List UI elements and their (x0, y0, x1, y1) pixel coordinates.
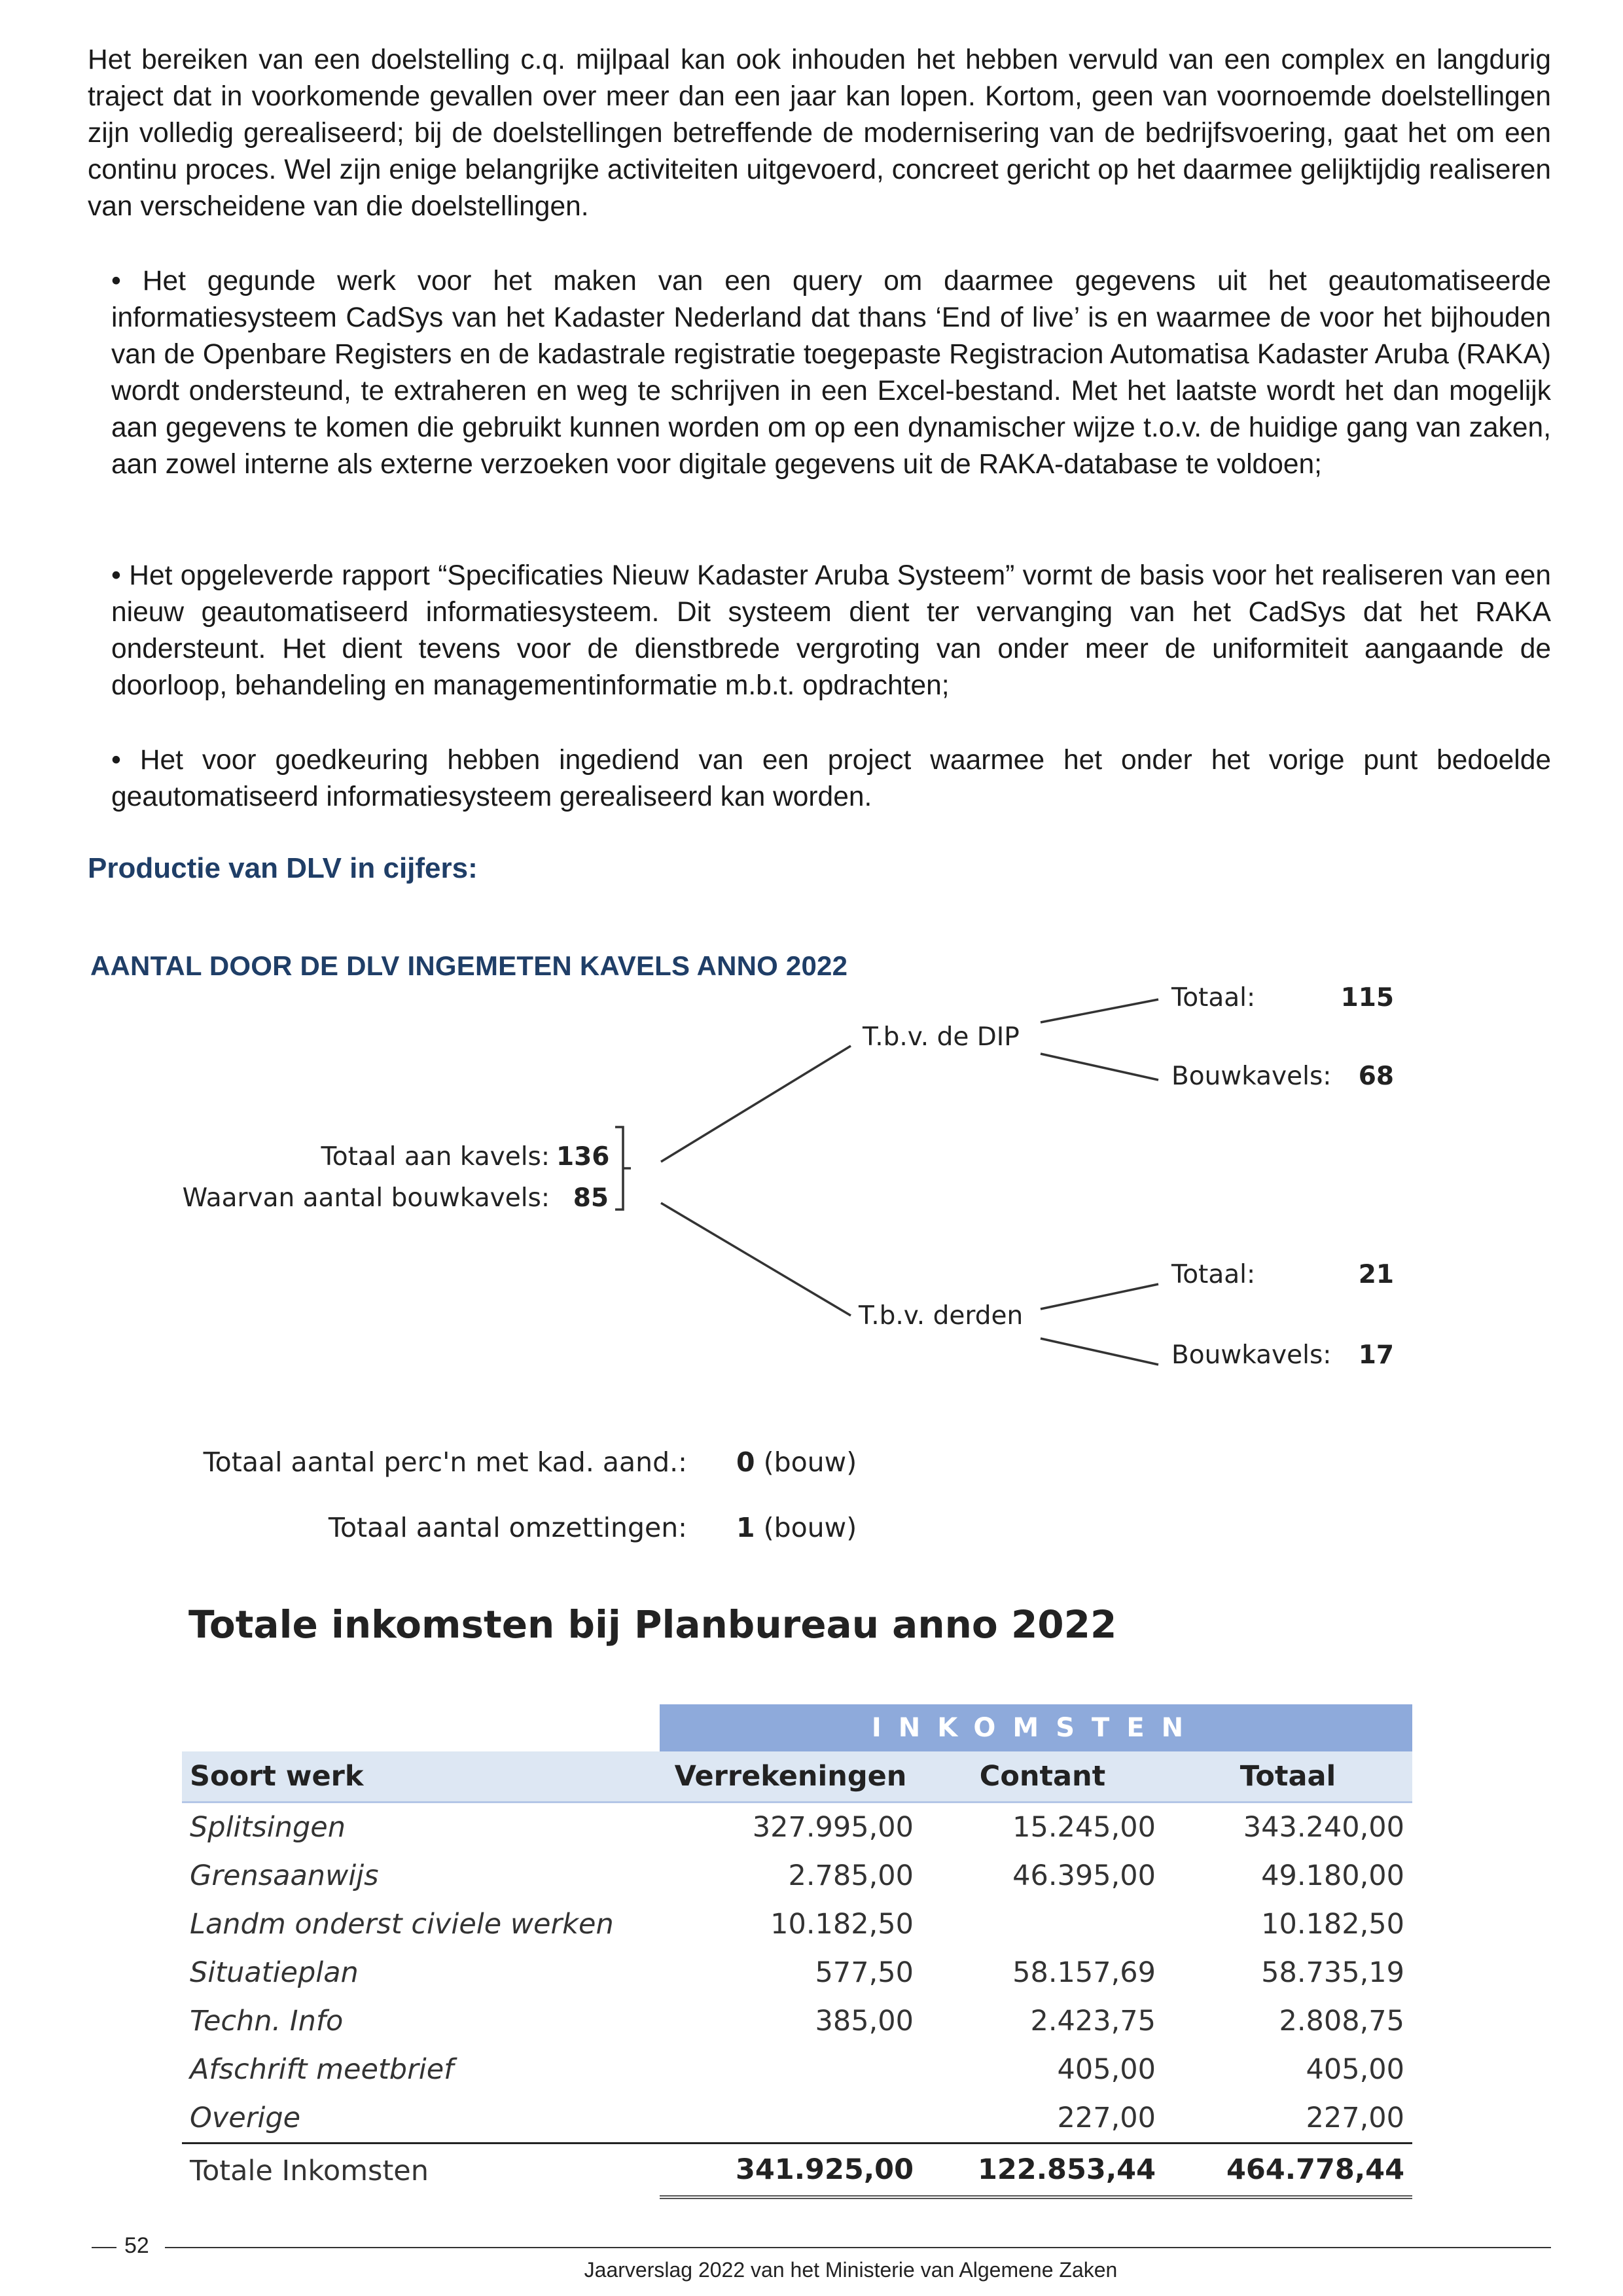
cell-work-type: Splitsingen (190, 1811, 346, 1844)
income-total-row (182, 2144, 1412, 2198)
band-spacer (182, 1704, 660, 1751)
total-cash: 122.853,44 (921, 2144, 1164, 2198)
income-band-label: INKOMSTEN (660, 1704, 1412, 1751)
total-parcels-value: 136 (556, 1142, 610, 1172)
parcels-count: 0 (736, 1446, 755, 1478)
cell-settlements (660, 2045, 921, 2094)
cell-total: 227,00 (1306, 2102, 1404, 2134)
diagram-title: AANTAL DOOR DE DLV INGEMETEN KAVELS ANNO 2022 (90, 950, 848, 981)
cell-settlements: 10.182,50 (770, 1908, 914, 1941)
cell-settlements: 577,50 (815, 1956, 914, 1989)
income-band-row (182, 1704, 1412, 1751)
cell-cash (921, 1900, 1164, 1948)
third-label: T.b.v. derden (859, 1301, 1024, 1331)
bullet-project-submission: • Het voor goedkeuring hebben ingediend van een project waarmee het onder het vorige punt bedoelde geautomatiseerd informatiesysteem gerealiseerd kan worden. (111, 745, 1551, 812)
cell-total: 49.180,00 (1261, 1859, 1404, 1892)
parcels-summary-label: Totaal aantal perc'n met kad. aand.: (203, 1446, 687, 1478)
parcels-unit: (bouw) (763, 1446, 857, 1478)
income-table (182, 1704, 1412, 2199)
table-row (182, 1852, 1412, 1900)
header-total: Totaal (1164, 1751, 1412, 1803)
conversions-unit: (bouw) (763, 1512, 857, 1543)
third-total-label: Totaal: (1171, 1260, 1256, 1289)
cell-cash: 405,00 (1057, 2053, 1156, 2086)
conversions-count: 1 (736, 1512, 755, 1543)
section-heading: Productie van DLV in cijfers: (88, 852, 478, 884)
table-row (182, 1997, 1412, 2045)
income-header-row (182, 1751, 1412, 1803)
cell-cash: 227,00 (1057, 2102, 1156, 2134)
third-to-total (1041, 1284, 1158, 1309)
cell-total: 343.240,00 (1243, 1811, 1404, 1844)
conversions-summary-label: Totaal aantal omzettingen: (328, 1512, 687, 1543)
cell-cash: 46.395,00 (1012, 1859, 1156, 1892)
dip-building-value: 68 (1358, 1062, 1394, 1091)
cell-settlements: 327.995,00 (752, 1811, 914, 1844)
cell-settlements: 385,00 (815, 2005, 914, 2037)
cell-work-type: Landm onderst civiele werken (190, 1908, 614, 1941)
building-parcels-value: 85 (573, 1183, 609, 1213)
cell-cash: 15.245,00 (1012, 1811, 1156, 1844)
dip-total-label: Totaal: (1171, 983, 1256, 1013)
conversions-summary-value (736, 1512, 857, 1543)
cell-settlements (660, 2094, 921, 2144)
cell-settlements: 2.785,00 (788, 1859, 914, 1892)
branch-to-dip (661, 1046, 851, 1162)
total-settlements: 341.925,00 (660, 2144, 921, 2198)
bullet-query-work: • Het gegunde werk voor het maken van een query om daarmee gegevens uit het geautomatiseerde informatiesysteem CadSys van het Kadaster Nederland dat thans ‘End of live’ is en waarmee de voor het bijhouden van de Openbare Registers en de kadastrale registratie toegepaste Registracion Automatisa Kadaster Aruba (RAKA) wordt ondersteund, te extraheren en weg te schrijven in een Excel-bestand. Met het laatste wordt het dan mogelijk aan gegevens te komen die gebruikt kunnen worden om op een dynamischer wijze t.o.v. de huidige gang van zaken, aan zowel interne als externe verzoeken voor digitale gegevens uit de RAKA-database te voldoen; (111, 266, 1551, 480)
cell-total: 405,00 (1306, 2053, 1404, 2086)
third-total-value: 21 (1358, 1260, 1394, 1289)
cell-cash: 58.157,69 (1012, 1956, 1156, 1989)
cell-total: 10.182,50 (1261, 1908, 1404, 1941)
cell-work-type: Grensaanwijs (190, 1859, 379, 1892)
income-table-title: Totale inkomsten bij Planbureau anno 2022 (188, 1602, 1117, 1647)
branch-to-third (661, 1203, 851, 1316)
dip-label: T.b.v. de DIP (863, 1022, 1020, 1052)
header-cash: Contant (921, 1751, 1164, 1803)
total-label: Totale Inkomsten (182, 2144, 660, 2198)
cell-work-type: Overige (190, 2102, 301, 2134)
cell-total: 58.735,19 (1261, 1956, 1404, 1989)
table-row (182, 2094, 1412, 2144)
table-row (182, 2045, 1412, 2094)
table-row (182, 1948, 1412, 1997)
cell-work-type: Situatieplan (190, 1956, 359, 1989)
building-parcels-label: Waarvan aantal bouwkavels: (182, 1183, 550, 1213)
dip-building-label: Bouwkavels: (1171, 1062, 1332, 1091)
cell-work-type: Techn. Info (190, 2005, 344, 2037)
table-row (182, 1803, 1412, 1852)
parcels-summary-value (736, 1446, 857, 1478)
total-overall: 464.778,44 (1164, 2144, 1412, 2198)
page-number: 52 (124, 2233, 149, 2258)
dip-total-value: 115 (1340, 983, 1394, 1013)
dip-to-building (1041, 1054, 1158, 1080)
bullet-specification-report: • Het opgeleverde rapport “Specificaties Nieuw Kadaster Aruba Systeem” vormt de basis voor het realiseren van een nieuw geautomatiseerd informatiesysteem. Dit systeem dient ter vervanging van het CadSys dat het RAKA ondersteunt. Het dient tevens voor de dienstbrede vergroting van onder meer de uniformiteit aangaande de doorloop, behandeling en managementinformatie m.b.t. opdrachten; (111, 560, 1551, 701)
third-building-label: Bouwkavels: (1171, 1340, 1332, 1370)
cell-total: 2.808,75 (1279, 2005, 1404, 2037)
header-work-type: Soort werk (182, 1751, 660, 1803)
cell-work-type: Afschrift meetbrief (190, 2053, 454, 2086)
table-row (182, 1900, 1412, 1948)
cell-cash: 2.423,75 (1030, 2005, 1156, 2037)
footer-text: Jaarverslag 2022 van het Ministerie van Algemene Zaken (584, 2258, 1118, 2282)
intro-paragraph: Het bereiken van een doelstelling c.q. mijlpaal kan ook inhouden het hebben vervuld van een complex en langdurig traject dat in voorkomende gevallen over meer dan een jaar kan lopen. Kortom, geen van voornoemde doelstellingen zijn volledig gerealiseerd; bij de doelstellingen betreffende de modernisering van de bedrijfsvoering, gaat het om een continu proces. Wel zijn enige belangrijke activiteiten uitgevoerd, concreet gericht op het daarmee gelijktijdig realiseren van verscheidene van die doelstellingen. (88, 45, 1551, 222)
total-parcels-label: Totaal aan kavels: (321, 1142, 550, 1172)
bracket (615, 1127, 631, 1210)
third-to-building (1041, 1338, 1158, 1365)
header-settlements: Verrekeningen (660, 1751, 921, 1803)
third-building-value: 17 (1358, 1340, 1394, 1370)
dip-to-total (1041, 999, 1158, 1022)
